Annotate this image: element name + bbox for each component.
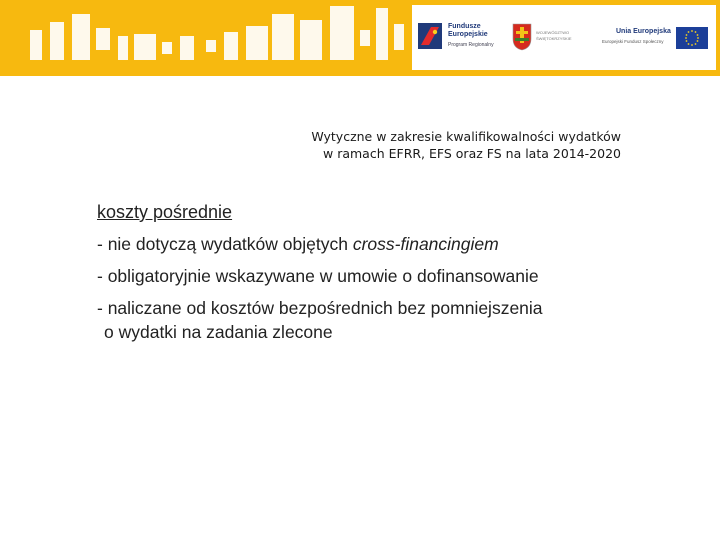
bullet-text: - obligatoryjnie wskazywane w umowie o dofinansowanie [97,266,539,286]
bullet-item [97,296,657,344]
bullet-item [97,264,657,288]
bullet-text: - naliczane od kosztów bezpośrednich bez pomniejszenia [97,298,543,318]
eu-line2: Europejski Fundusz Społeczny [602,39,664,44]
bullet-text-continuation: o wydatki na zadania zlecone [104,322,333,342]
fundusze-line2: Europejskie [448,31,488,38]
bullet-text: - nie dotyczą wydatków objętych [97,234,353,254]
fundusze-line3: Program Regionalny [448,42,494,48]
eu-flag-icon [676,27,708,49]
document-title-line2: w ramach EFRR, EFS oraz FS na lata 2014-2020 [323,146,621,161]
document-title-line1: Wytyczne w zakresie kwalifikowalności wydatków [311,129,621,144]
slide-content [97,200,657,352]
eu-line1: Unia Europejska [616,28,671,35]
regional-line2: ŚWIĘTOKRZYSKIE [536,36,572,41]
eu-logo [602,25,712,55]
logo-panel [412,5,716,70]
regional-logo [512,23,592,55]
section-heading: koszty pośrednie [97,202,233,222]
bullet-emphasis: cross-financingiem [352,234,499,254]
fundusze-europejskie-logo [418,19,498,59]
regional-crest-icon [512,23,532,51]
decorative-blocks [0,0,410,76]
document-title [241,128,621,162]
fundusze-europejskie-icon [418,23,442,49]
bullet-item [97,232,657,256]
fundusze-line1: Fundusze [448,23,481,30]
regional-line1: WOJEWÓDZTWO [536,30,570,35]
